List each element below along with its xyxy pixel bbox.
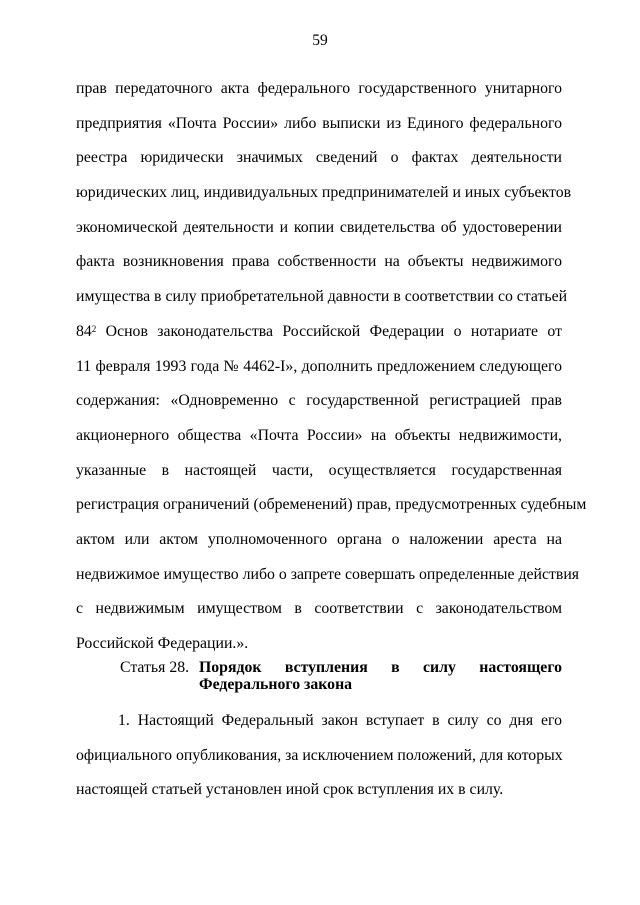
text-line-with-superscript bbox=[76, 315, 562, 350]
text-line: юридических лиц, индивидуальных предпринимателей и иных субъектов bbox=[76, 184, 572, 202]
text-line: указанные в настоящей части, осуществляется государственная bbox=[76, 461, 562, 479]
article-number: 84 bbox=[76, 322, 92, 340]
text-line: экономической деятельности и копии свидетельства об удостоверении bbox=[76, 218, 562, 236]
text-line: 1. Настоящий Федеральный закон вступает в силу со дня его bbox=[118, 712, 562, 729]
page-number: 59 bbox=[312, 32, 328, 49]
text-line: настоящей статьей установлен иной срок вступления их в силу. bbox=[76, 781, 504, 799]
article-superscript: 2 bbox=[91, 323, 97, 334]
text-line: регистрация ограничений (обременений) прав, предусмотренных судебным bbox=[76, 496, 587, 514]
text-line: содержания: «Одновременно с государственной регистрацией прав bbox=[76, 392, 562, 410]
text-line: Российской Федерации.». bbox=[76, 635, 249, 652]
clause-1 bbox=[76, 704, 562, 808]
text-line: с недвижимым имуществом в соответствии с законодательством bbox=[76, 600, 562, 618]
text-line-rest: Основ законодательства Российской Федерации о нотариате от bbox=[96, 322, 562, 340]
text-line: акционерного общества «Почта России» на объекты недвижимости, bbox=[76, 426, 562, 444]
text-line: факта возникновения права собственности на объекты недвижимого bbox=[76, 253, 562, 271]
article-title bbox=[199, 659, 562, 693]
text-line: 11 февраля 1993 года № 4462-I», дополнить предложением следующего bbox=[76, 357, 562, 375]
article-label: Статья 28. bbox=[120, 659, 190, 676]
amendment-text bbox=[76, 72, 587, 662]
text-line: официального опубликования, за исключением положений, для которых bbox=[76, 746, 563, 764]
text-line: актом или актом уполномоченного органа о наложении ареста на bbox=[76, 530, 562, 548]
article-title-line: Порядок вступления в силу настоящего bbox=[199, 659, 562, 676]
text-line: недвижимое имущество либо о запрете совершать определенные действия bbox=[76, 565, 580, 583]
article-title-line: Федерального закона bbox=[199, 676, 353, 693]
text-line: реестра юридически значимых сведений о фактах деятельности bbox=[76, 149, 562, 167]
text-line: имущества в силу приобретательной давности в соответствии со статьей bbox=[76, 288, 568, 306]
text-line: предприятия «Почта России» либо выписки из Единого федерального bbox=[76, 114, 562, 132]
text-line: прав передаточного акта федерального государственного унитарного bbox=[76, 80, 562, 97]
